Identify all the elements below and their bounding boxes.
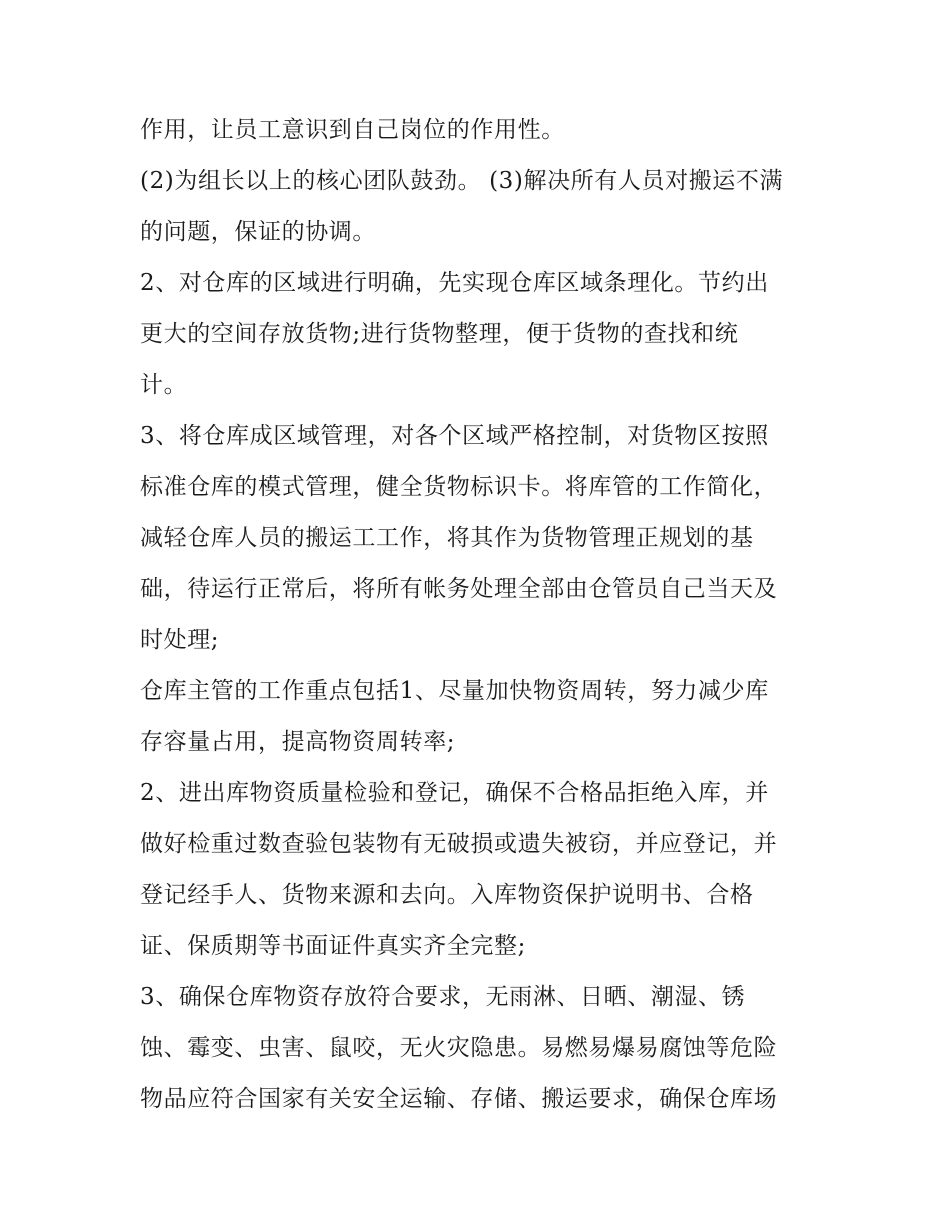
text-line: 更大的空间存放货物;进行货物整理，便于货物的查找和统 <box>140 321 739 347</box>
text-line: 存容量占用，提高物资周转率; <box>140 729 456 755</box>
text-line: 减轻仓库人员的搬运工工作，将其作为货物管理正规划的基 <box>140 525 754 551</box>
text-line: 础，待运行正常后，将所有帐务处理全部由仓管员自己当天及 <box>140 576 778 602</box>
text-line: 2、对仓库的区域进行明确，先实现仓库区域条理化。节约出 <box>140 270 769 296</box>
text-line: 2、进出库物资质量检验和登记，确保不合格品拒绝入库，并 <box>140 780 769 806</box>
text-line: 作用，让员工意识到自己岗位的作用性。 <box>140 117 565 143</box>
text-line: 的问题，保证的协调。 <box>140 219 376 245</box>
text-line: 3、将仓库成区域管理，对各个区域严格控制，对货物区按照 <box>140 423 769 449</box>
text-line: 计。 <box>140 372 188 398</box>
text-line: 做好检重过数查验包装物有无破损或遗失被窃，并应登记，并 <box>140 831 778 857</box>
text-line: 物品应符合国家有关安全运输、存储、搬运要求，确保仓库场 <box>140 1086 778 1112</box>
text-line: 蚀、霉变、虫害、鼠咬，无火灾隐患。易燃易爆易腐蚀等危险 <box>140 1035 778 1061</box>
text-line: (2)为组长以上的核心团队鼓劲。 (3)解决所有人员对搬运不满 <box>140 168 784 194</box>
text-line: 登记经手人、货物来源和去向。入库物资保护说明书、合格 <box>140 882 754 908</box>
text-line: 仓库主管的工作重点包括1、尽量加快物资周转，努力减少库 <box>140 678 769 704</box>
text-line: 标准仓库的模式管理，健全货物标识卡。将库管的工作简化， <box>140 474 778 500</box>
document-body <box>140 105 820 1125</box>
text-line: 3、确保仓库物资存放符合要求，无雨淋、日晒、潮湿、锈 <box>140 984 746 1010</box>
text-line: 时处理; <box>140 627 220 653</box>
text-line: 证、保质期等书面证件真实齐全完整; <box>140 933 526 959</box>
